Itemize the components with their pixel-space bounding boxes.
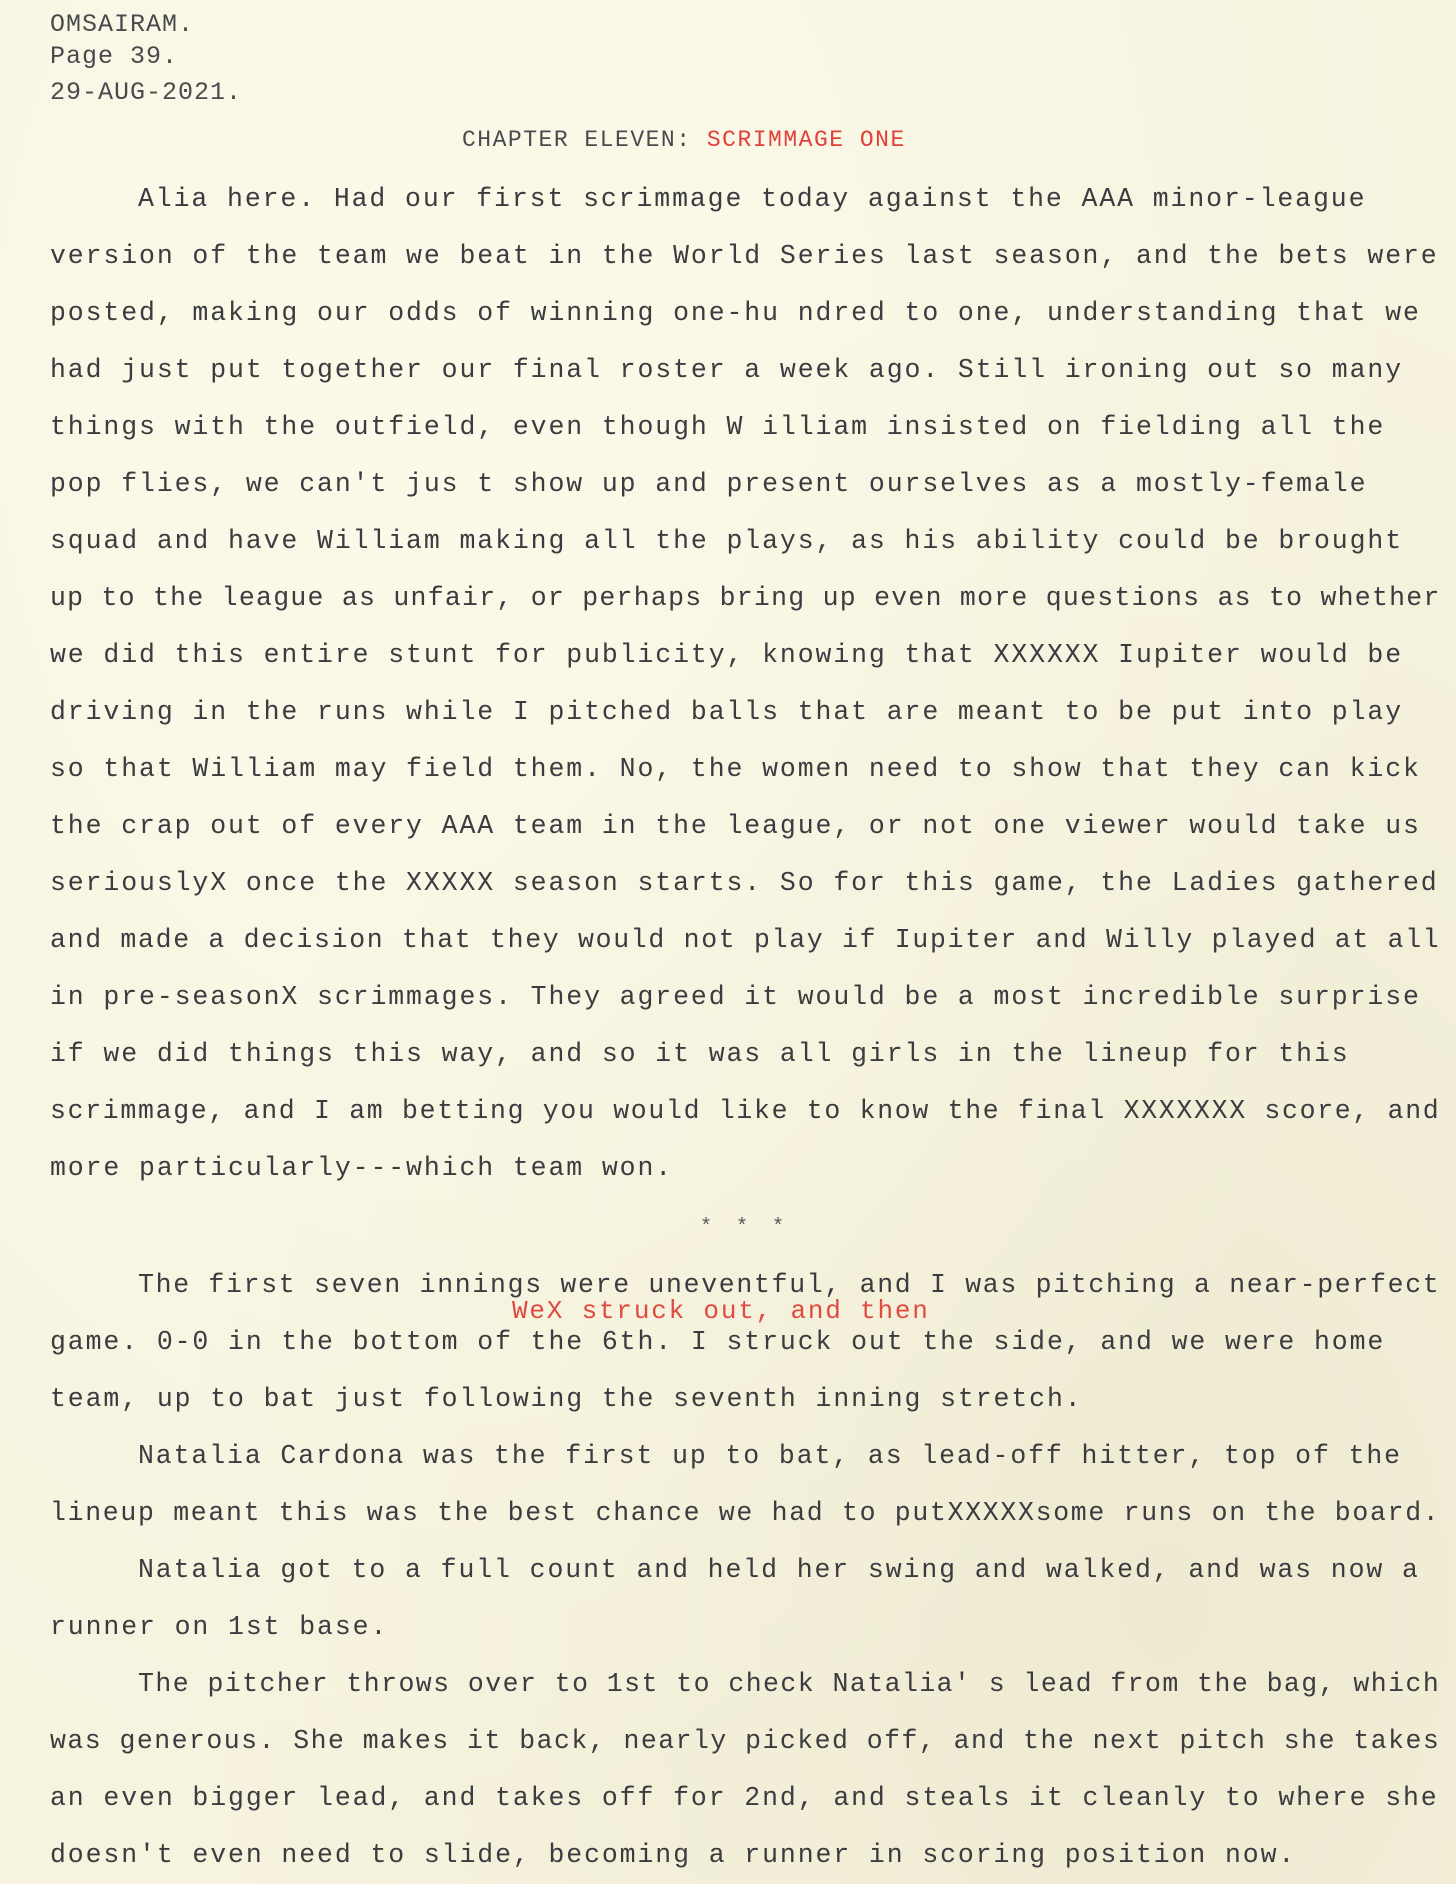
text-line: The first seven innings were uneventful, and I was pitching a near-perfect	[138, 1270, 1441, 1300]
text-line: and made a decision that they would not play if Iupiter and Willy played at all	[50, 925, 1441, 955]
text-line: team, up to bat just following the seventh inning stretch.	[50, 1384, 1083, 1414]
text-line: we did this entire stunt for publicity, knowing that XXXXXX Iupiter would be	[50, 640, 1403, 670]
text-line: seriouslyX once the XXXXX season starts. So for this game, the Ladies gathered	[50, 868, 1439, 898]
text-line: runner on 1st base.	[50, 1612, 389, 1642]
text-line: squad and have William making all the plays, as his ability could be brought	[50, 526, 1403, 556]
text-line: Alia here. Had our first scrimmage today against the AAA minor-league	[138, 184, 1367, 214]
text-line: lineup meant this was the best chance we had to putXXXXXsome runs on the board.	[50, 1498, 1441, 1528]
chapter-heading	[462, 127, 906, 153]
chapter-title: SCRIMMAGE ONE	[706, 127, 906, 153]
text-line: things with the outfield, even though W illiam insisted on fielding all the	[50, 412, 1386, 442]
text-line: an even bigger lead, and takes off for 2nd, and steals it cleanly to where she	[50, 1783, 1439, 1813]
text-line: The pitcher throws over to 1st to check Natalia' s lead from the bag, which	[138, 1669, 1441, 1699]
text-line: so that William may field them. No, the women need to show that they can kick	[50, 754, 1421, 784]
text-line: if we did things this way, and so it was all girls in the lineup for this	[50, 1039, 1350, 1069]
section-separator: * * *	[700, 1216, 791, 1239]
text-line: up to the league as unfair, or perhaps bring up even more questions as to whether	[50, 583, 1441, 613]
text-line: was generous. She makes it back, nearly picked off, and the next pitch she takes	[50, 1726, 1441, 1756]
text-line: the crap out of every AAA team in the league, or not one viewer would take us	[50, 811, 1421, 841]
text-line: version of the team we beat in the World Series last season, and the bets were	[50, 241, 1439, 271]
handwritten-insertion: WeX struck out, and then	[512, 1296, 930, 1326]
text-line: pop flies, we can't jus t show up and present ourselves as a mostly-female	[50, 469, 1368, 499]
text-line: doesn't even need to slide, becoming a runner in scoring position now.	[50, 1840, 1297, 1870]
text-line: scrimmage, and I am betting you would like to know the final XXXXXXX score, and	[50, 1096, 1441, 1126]
header-omsairam: OMSAIRAM.	[50, 10, 195, 39]
text-line: Natalia Cardona was the first up to bat, as lead-off hitter, top of the	[138, 1441, 1402, 1471]
text-line: game. 0-0 in the bottom of the 6th. I struck out the side, and we were home	[50, 1327, 1386, 1357]
text-line: Natalia got to a full count and held her swing and walked, and was now a	[138, 1555, 1420, 1585]
text-line: had just put together our final roster a week ago. Still ironing out so many	[50, 355, 1403, 385]
header-date: 29-AUG-2021.	[50, 78, 243, 107]
header-page-number: Page 39.	[50, 42, 179, 71]
text-line: driving in the runs while I pitched balls that are meant to be put into play	[50, 697, 1403, 727]
text-line: in pre-seasonX scrimmages. They agreed it would be a most incredible surprise	[50, 982, 1421, 1012]
chapter-prefix: CHAPTER ELEVEN:	[462, 127, 707, 153]
text-line: more particularly---which team won.	[50, 1153, 674, 1183]
text-line: posted, making our odds of winning one-hu ndred to one, understanding that we	[50, 298, 1421, 328]
